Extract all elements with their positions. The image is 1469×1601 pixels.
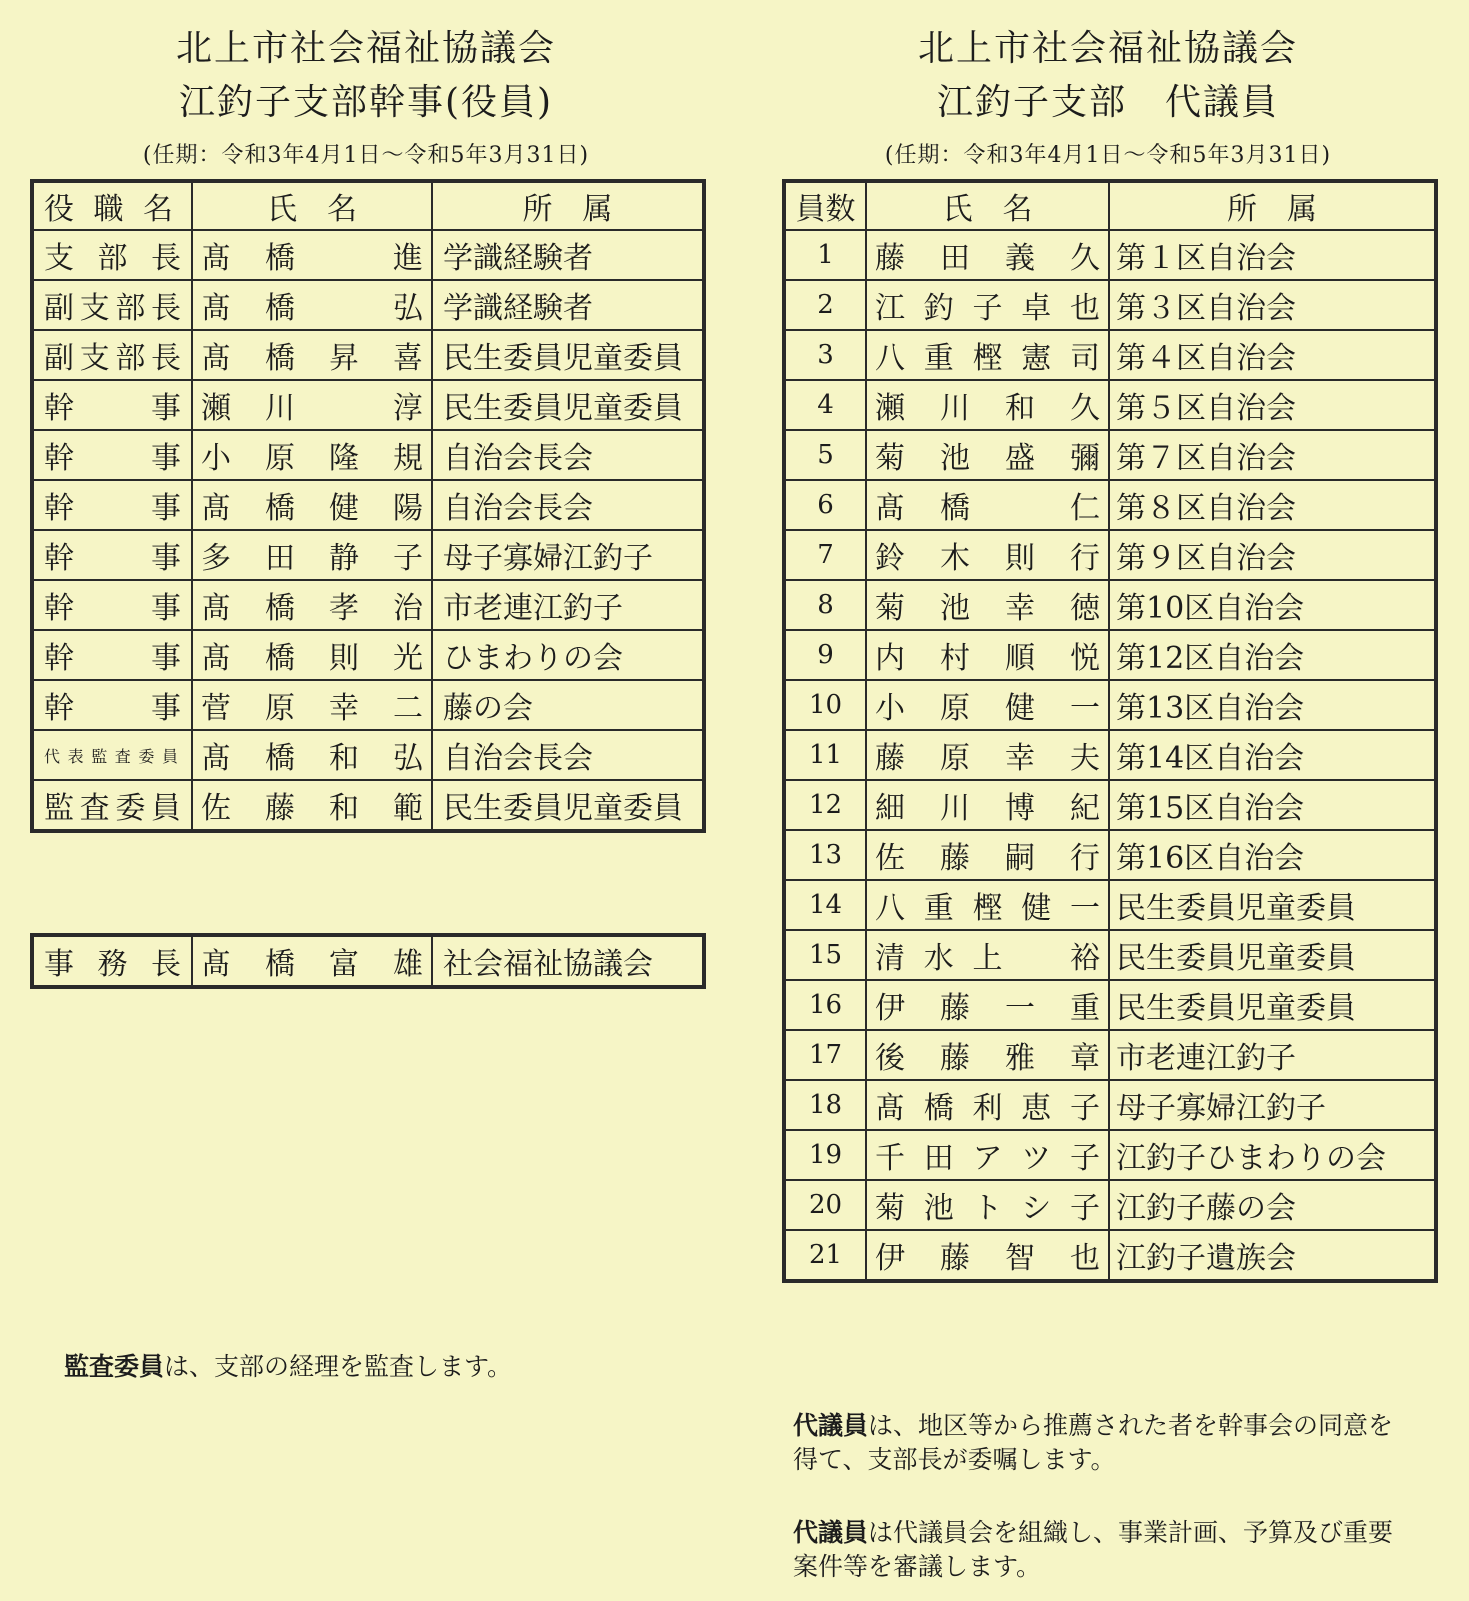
executive-affiliation: ひまわりの会 [432,630,704,680]
delegate-row [784,480,1436,530]
delegate-name: 鈴木則行 [866,530,1109,580]
delegate-row [784,930,1436,980]
delegate-affiliation: 民生委員児童委員 [1109,880,1436,930]
left-title-line1: 北上市社会福祉協議会 [175,28,556,69]
executive-row [32,580,704,630]
delegate-name: 後藤雅章 [866,1030,1109,1080]
executive-row [32,680,704,730]
executive-name: 佐藤和範 [192,780,432,831]
delegate-affiliation: 市老連江釣子 [1109,1030,1436,1080]
executive-row [32,730,704,780]
delegate-row [784,380,1436,430]
executive-name: 小原隆規 [192,430,432,480]
executives-section [30,0,702,989]
delegate-number: 6 [784,480,866,530]
executive-name: 多田静子 [192,530,432,580]
delegate-name: 江釣子卓也 [866,280,1109,330]
header-affiliation: 所 属 [432,181,704,230]
header-name: 氏 名 [866,181,1109,230]
left-term: (任期：令和3年4月1日～令和5年3月31日) [142,143,590,168]
delegate-affiliation: 第９区自治会 [1109,530,1436,580]
secretary-name: 髙橋富雄 [192,935,432,987]
delegates-header-row [784,181,1436,230]
auditor-note-text: は、支部の経理を監査します。 [164,1352,513,1381]
executive-name: 髙橋孝治 [192,580,432,630]
executive-role: 幹事 [32,430,192,480]
delegate-affiliation: 第１区自治会 [1109,230,1436,280]
delegate-number: 10 [784,680,866,730]
executive-row [32,430,704,480]
executive-affiliation: 民生委員児童委員 [432,380,704,430]
executive-name: 髙橋則光 [192,630,432,680]
delegate-row [784,1230,1436,1281]
delegate-number: 5 [784,430,866,480]
delegate-note-1 [793,1409,1413,1477]
delegate-affiliation: 第13区自治会 [1109,680,1436,730]
delegate-name: 内村順悦 [866,630,1109,680]
delegate-name: 小原健一 [866,680,1109,730]
executive-row [32,530,704,580]
header-count: 員数 [784,181,866,230]
executive-row [32,230,704,280]
delegate-name: 菊池トシ子 [866,1180,1109,1230]
delegate-name: 髙橋利恵子 [866,1080,1109,1130]
delegate-note-2-text: は代議員会を組織し、事業計画、予算及び重要案件等を審議します。 [793,1518,1394,1581]
right-title-line1: 北上市社会福祉協議会 [917,28,1298,69]
delegate-affiliation: 第16区自治会 [1109,830,1436,880]
delegate-number: 14 [784,880,866,930]
executive-name: 菅原幸二 [192,680,432,730]
executive-role: 副支部長 [32,330,192,380]
executives-header-row [32,181,704,230]
executive-affiliation: 民生委員児童委員 [432,330,704,380]
delegate-row [784,730,1436,780]
executive-role: 幹事 [32,480,192,530]
delegate-number: 15 [784,930,866,980]
delegate-name: 髙橋 仁 [866,480,1109,530]
executive-role: 幹事 [32,380,192,430]
header-role: 役職名 [32,181,192,230]
delegate-number: 11 [784,730,866,780]
delegate-affiliation: 第４区自治会 [1109,330,1436,380]
executive-role: 幹事 [32,630,192,680]
executive-affiliation: 母子寡婦江釣子 [432,530,704,580]
delegate-number: 20 [784,1180,866,1230]
executive-name: 髙橋昇喜 [192,330,432,380]
auditor-note [64,1350,512,1384]
secretary-table [30,933,706,989]
delegate-number: 19 [784,1130,866,1180]
delegate-affiliation: 母子寡婦江釣子 [1109,1080,1436,1130]
delegate-name: 千田アツ子 [866,1130,1109,1180]
delegate-number: 3 [784,330,866,380]
delegate-affiliation: 江釣子ひまわりの会 [1109,1130,1436,1180]
delegate-number: 21 [784,1230,866,1281]
delegate-name: 佐藤嗣行 [866,830,1109,880]
delegate-row [784,430,1436,480]
executive-role: 支部長 [32,230,192,280]
executive-name: 髙橋和弘 [192,730,432,780]
executive-role: 監査委員 [32,780,192,831]
delegate-affiliation: 第14区自治会 [1109,730,1436,780]
delegates-body [784,230,1436,1281]
delegate-number: 4 [784,380,866,430]
executive-affiliation: 市老連江釣子 [432,580,704,630]
delegate-affiliation: 第10区自治会 [1109,580,1436,630]
delegate-affiliation: 第12区自治会 [1109,630,1436,680]
delegate-number: 13 [784,830,866,880]
delegate-name: 菊池盛彌 [866,430,1109,480]
executive-row [32,780,704,831]
delegate-row [784,230,1436,280]
header-affiliation: 所 属 [1109,181,1436,230]
delegate-row [784,880,1436,930]
delegate-affiliation: 民生委員児童委員 [1109,980,1436,1030]
delegates-section [782,0,1434,1283]
delegate-number: 12 [784,780,866,830]
executive-affiliation: 学識経験者 [432,280,704,330]
right-title-line2: 江釣子支部 代議員 [936,82,1279,123]
executive-role: 副支部長 [32,280,192,330]
delegate-name: 藤原幸夫 [866,730,1109,780]
delegates-table [782,179,1438,1283]
delegate-name: 細川博紀 [866,780,1109,830]
delegate-name: 伊藤一重 [866,980,1109,1030]
delegate-row [784,680,1436,730]
delegate-affiliation: 江釣子遺族会 [1109,1230,1436,1281]
delegate-number: 1 [784,230,866,280]
delegate-row [784,830,1436,880]
delegate-note-2-bold: 代議員 [793,1518,869,1547]
executive-row [32,280,704,330]
delegate-number: 2 [784,280,866,330]
delegate-row [784,580,1436,630]
delegate-note-2 [793,1516,1413,1584]
executive-affiliation: 学識経験者 [432,230,704,280]
delegate-affiliation: 第５区自治会 [1109,380,1436,430]
delegate-row [784,780,1436,830]
delegate-name: 瀬川和久 [866,380,1109,430]
delegate-note-1-bold: 代議員 [793,1411,869,1440]
delegate-affiliation: 民生委員児童委員 [1109,930,1436,980]
delegate-number: 17 [784,1030,866,1080]
executive-role: 幹事 [32,680,192,730]
delegate-number: 16 [784,980,866,1030]
delegate-row [784,1180,1436,1230]
secretary-role: 事務長 [32,935,192,987]
executive-affiliation: 民生委員児童委員 [432,780,704,831]
executives-table [30,179,706,833]
executive-name: 髙橋 弘 [192,280,432,330]
executive-name: 髙橋 進 [192,230,432,280]
executive-affiliation: 藤の会 [432,680,704,730]
executive-row [32,480,704,530]
delegate-affiliation: 江釣子藤の会 [1109,1180,1436,1230]
delegate-note-1-text: は、地区等から推薦された者を幹事会の同意を得て、支部長が委嘱します。 [793,1411,1394,1474]
delegate-row [784,630,1436,680]
delegate-row [784,1080,1436,1130]
delegate-name: 藤田義久 [866,230,1109,280]
delegate-row [784,1130,1436,1180]
delegate-number: 8 [784,580,866,630]
delegate-row [784,330,1436,380]
delegate-row [784,530,1436,580]
executive-name: 髙橋健陽 [192,480,432,530]
secretary-affiliation: 社会福祉協議会 [432,935,704,987]
executive-affiliation: 自治会長会 [432,730,704,780]
delegate-number: 7 [784,530,866,580]
executive-name: 瀬川 淳 [192,380,432,430]
left-title-line2: 江釣子支部幹事(役員) [178,82,554,123]
executive-affiliation: 自治会長会 [432,430,704,480]
delegate-row [784,280,1436,330]
delegate-row [784,980,1436,1030]
delegate-affiliation: 第15区自治会 [1109,780,1436,830]
executive-row [32,380,704,430]
delegate-number: 18 [784,1080,866,1130]
executives-body [32,230,704,831]
delegate-name: 菊池幸徳 [866,580,1109,630]
executive-role: 代表監査委員 [32,730,192,780]
auditor-note-bold: 監査委員 [64,1352,165,1381]
delegate-name: 八重樫憲司 [866,330,1109,380]
executive-affiliation: 自治会長会 [432,480,704,530]
delegate-name: 清水上 裕 [866,930,1109,980]
delegate-number: 9 [784,630,866,680]
right-term: (任期：令和3年4月1日～令和5年3月31日) [884,143,1332,168]
delegate-row [784,1030,1436,1080]
executive-row [32,330,704,380]
executive-row [32,630,704,680]
delegate-affiliation: 第８区自治会 [1109,480,1436,530]
delegate-affiliation: 第３区自治会 [1109,280,1436,330]
executive-role: 幹事 [32,530,192,580]
secretary-row [32,935,704,987]
delegate-name: 伊藤智也 [866,1230,1109,1281]
delegate-affiliation: 第７区自治会 [1109,430,1436,480]
delegate-name: 八重樫健一 [866,880,1109,930]
header-name: 氏 名 [192,181,432,230]
executive-role: 幹事 [32,580,192,630]
